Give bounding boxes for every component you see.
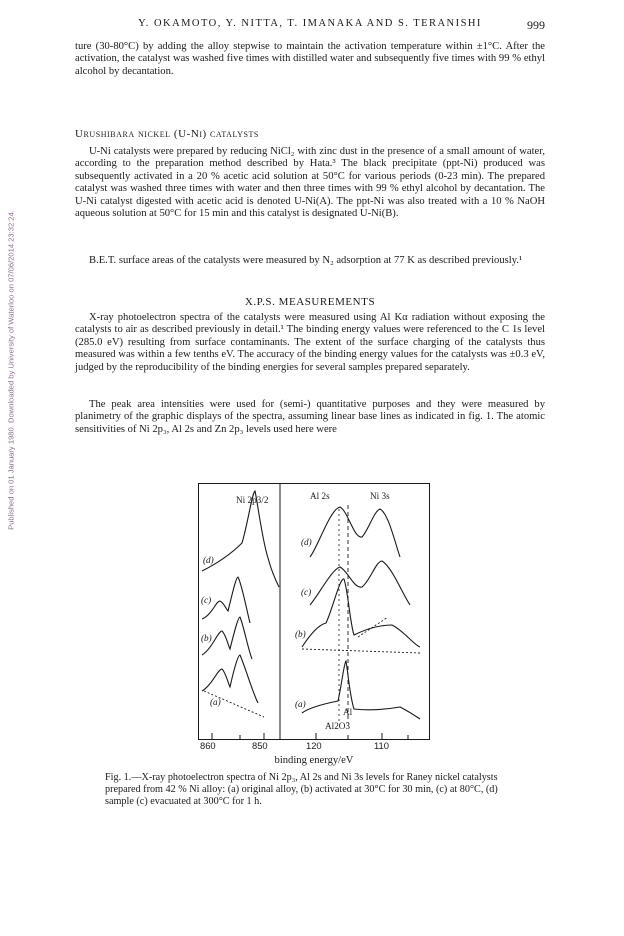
- paragraph-bet: [75, 255, 545, 267]
- figure-xps-spectra: [198, 483, 430, 749]
- paragraph-text: X-ray photoelectron spectra of the catalysts were measured using Al Kα radiation without exposing the catalysts to air as described previously in detail.¹ The binding energy values were referenced to the C 1s level (285.0 eV) resulting from surface contaminants. The extent of the surface charging of the catalysts thus measured was within a few tenths eV. The accuracy of the binding energy values for the catalysts was ±0.3 eV, judged by the reproducibility of the binding energies for several samples prepared separately.: [75, 312, 545, 373]
- paragraph-text: ture (30-80°C) by adding the alloy stepwise to maintain the activation temperature within ±1°C. After the activation, the catalyst was washed five times with distilled water and subsequently five times with 99 % ethyl alcohol by decantation.: [75, 41, 545, 77]
- section-heading-uni: Urushibara nickel (U-Ni) catalysts: [75, 128, 259, 140]
- left-label-a: (a): [210, 697, 221, 707]
- label-ni3s: Ni 3s: [370, 491, 390, 501]
- label-al2s: Al 2s: [310, 491, 330, 501]
- paragraph-text: B.E.T. surface areas of the catalysts were measured by N₂ adsorption at 77 K as described previously.¹: [89, 255, 523, 266]
- paragraph-xps: [75, 312, 545, 374]
- paragraph-text: U-Ni catalysts were prepared by reducing NiCl₂ with zinc dust in the presence of a small amount of water, according to the preparation method described by Hata.³ The black precipitate (ppt-Ni) produced was subsequently activated in a 20 % acetic acid solution at 50°C for various periods (0-23 min). The prepared catalyst was washed three times with water and then three times with 99 % ethyl alcohol by decantation. The U-Ni catalyst digested with acetic acid is denoted U-Ni(A). The ppt-Ni was also treated with a 10 % NaOH aqueous solution at 50°C for 15 min and this catalyst is designated U-Ni(B).: [75, 146, 545, 220]
- running-header: [75, 18, 545, 34]
- paragraph-activation: [75, 41, 545, 78]
- right-curve-b: [302, 579, 420, 647]
- right-baseline-c: [358, 617, 388, 637]
- page-number: 999: [527, 18, 545, 32]
- tick-label-850: 850: [252, 740, 268, 749]
- paragraph-uni-prep: [75, 146, 545, 220]
- paragraph-peak-area: [75, 399, 545, 436]
- right-label-a: (a): [295, 699, 306, 709]
- right-baseline-b: [302, 649, 420, 653]
- figure-caption: Fig. 1.—X-ray photoelectron spectra of Ni 2p₃, Al 2s and Ni 3s levels for Raney nickel catalysts prepared from 42 % Ni alloy: (a) original alloy, (b) activated at 30°C for 30 min, (c) at 80°C, (d) sample (c) evacuated at 300°C for 1 h.: [105, 772, 498, 807]
- annotation-al2o3: Al2O3: [325, 721, 351, 731]
- annotation-al: Al: [343, 707, 353, 717]
- x-axis-label: binding energy/eV: [274, 755, 354, 766]
- label-ni2p: Ni 2p3/2: [236, 495, 269, 505]
- download-watermark: [4, 160, 18, 580]
- watermark-text: Published on 01 January 1980. Downloaded by University of Waterloo on 07/06/2014 23:32:24.: [6, 210, 16, 530]
- right-label-c: (c): [301, 587, 312, 597]
- right-curve-a: [302, 661, 420, 719]
- left-label-d: (d): [203, 555, 214, 565]
- header-authors: Y. OKAMOTO, Y. NITTA, T. IMANAKA AND S. TERANISHI: [138, 18, 482, 29]
- section-heading-xps: X.P.S. MEASUREMENTS: [244, 296, 376, 308]
- paragraph-text: The peak area intensities were used for (semi-) quantitative purposes and they were measured by planimetry of the graphic displays of the spectra, assuming linear base lines as indicated in fig. 1. The atomic sensitivities of Ni 2p₃, Al 2s and Zn 2p₃ levels used here were: [75, 399, 545, 435]
- tick-label-110: 110: [374, 740, 389, 749]
- right-label-b: (b): [295, 629, 306, 639]
- left-label-b: (b): [201, 633, 212, 643]
- right-label-d: (d): [301, 537, 312, 547]
- tick-label-860: 860: [200, 740, 216, 749]
- right-curve-d: [310, 507, 400, 557]
- ni2p-curve-a: [202, 655, 258, 703]
- figure-frame: [199, 484, 430, 740]
- right-curve-c: [310, 561, 410, 605]
- tick-label-120: 120: [306, 740, 322, 749]
- spectra-plot: [198, 483, 430, 749]
- left-label-c: (c): [201, 595, 212, 605]
- x-axis-ticks: [212, 733, 408, 739]
- ni2p-curve-d: [202, 491, 279, 587]
